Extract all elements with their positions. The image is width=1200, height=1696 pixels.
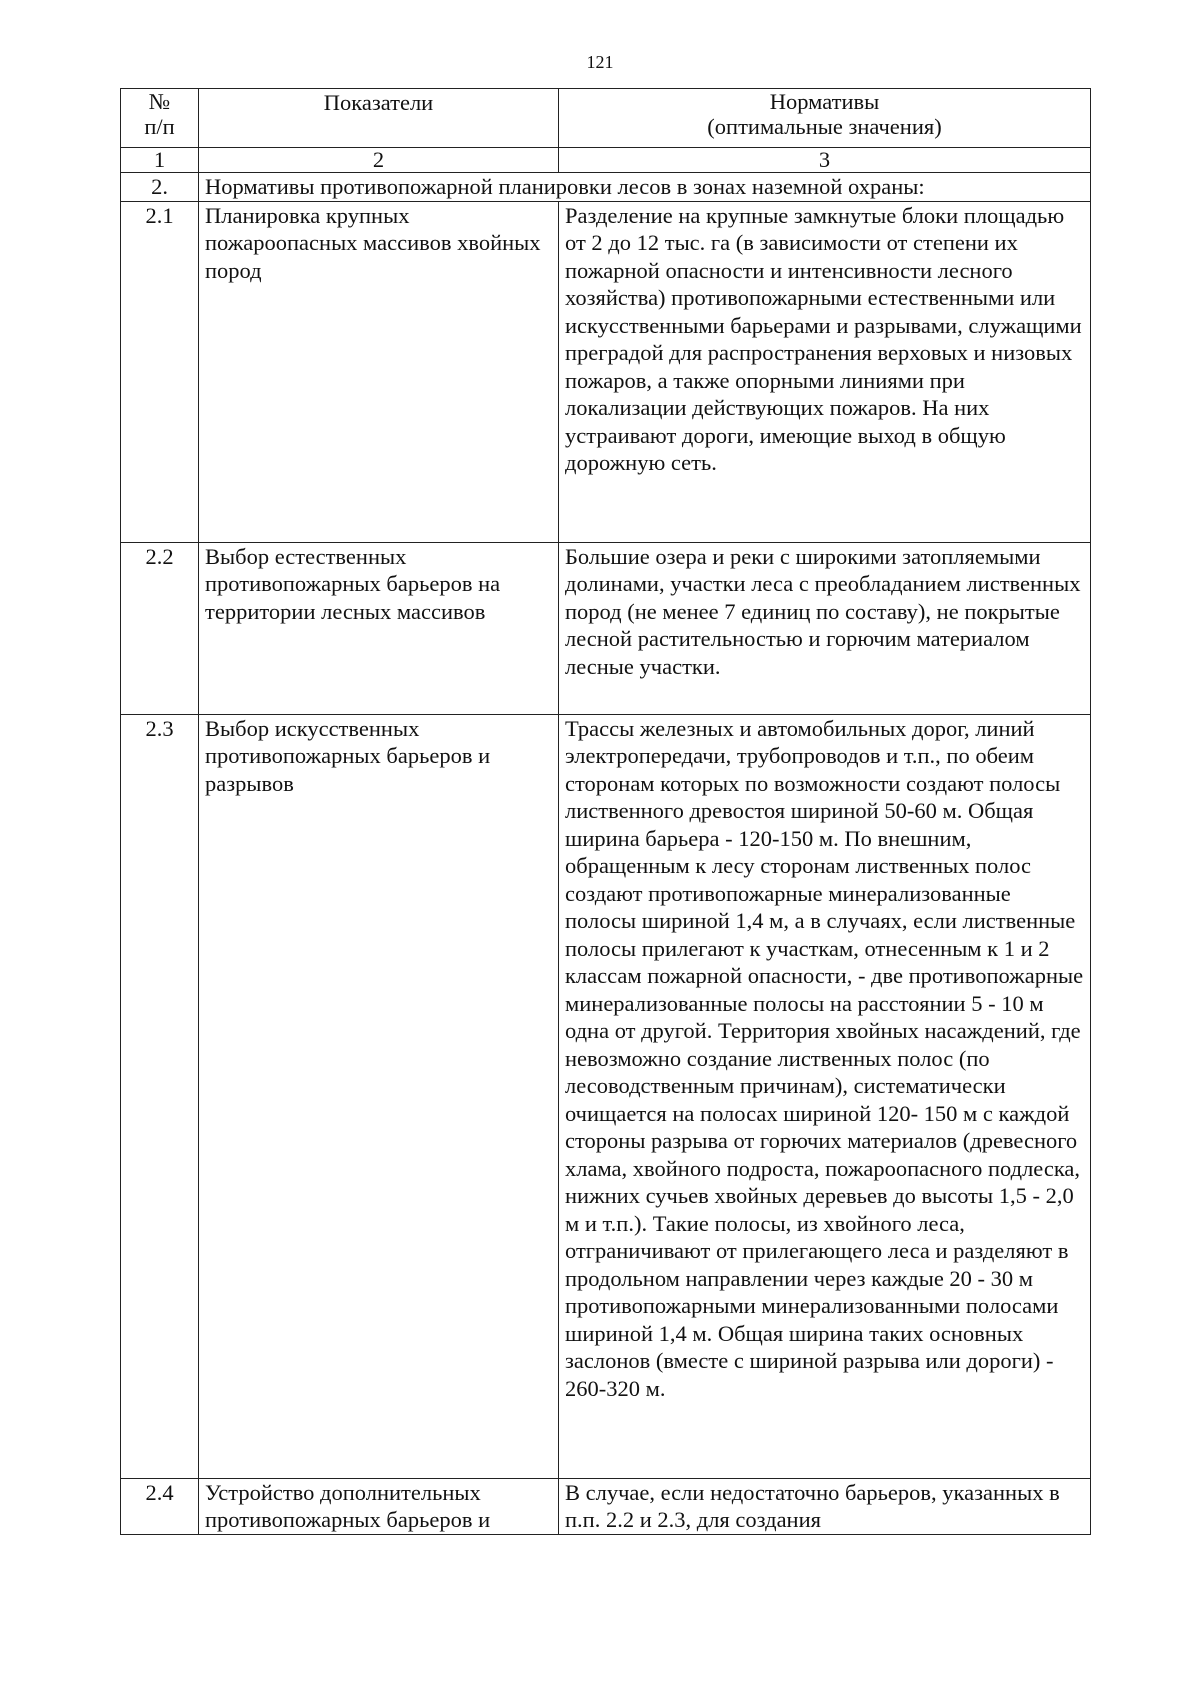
header-indicator: Показатели [199,89,559,148]
row-indicator: Выбор искусственных противопожарных барьеров и разрывов [199,714,559,1478]
header-norm: Нормативы (оптимальные значения) [559,89,1091,148]
row-norm: Трассы железных и автомобильных дорог, линий электропередачи, трубопроводов и т.п., по обеим сторонам которых по возможности создают полосы лиственного древостоя шириной 50-60 м. Общая ширина барьера - 120-150 м. По внешним, обращенным к лесу сторонам лиственных полос создают противопожарные минерализованные полосы шириной 1,4 м, а в случаях, если лиственные полосы прилегают к участкам, отнесенным к 1 и 2 классам пожарной опасности, - две противопожарные минерализованные полосы на расстоянии 5 - 10 м одна от другой. Территория хвойных насаждений, где невозможно создание лиственных полос (по лесоводственным причинам), систематически очищается на полосах шириной 120- 150 м с каждой стороны разрыва от горючих материалов (древесного хлама, хвойного подроста, пожароопасного подлеска, нижних сучьев хвойных деревьев до высоты 1,5 - 2,0 м и т.п.). Такие полосы, из хвойного леса, отграничивают от прилегающего леса и разделяют в продольном направлении через каждые 20 - 30 м противопожарными минерализованными полосами шириной 1,4 м. Общая ширина таких основных заслонов (вместе с шириной разрыва или дороги) - 260-320 м. [559,714,1091,1478]
table-row [121,714,1091,1478]
row-indicator: Выбор естественных противопожарных барьеров на территории лесных массивов [199,542,559,714]
column-numbers-row [121,148,1091,173]
row-norm: Разделение на крупные замкнутые блоки площадью от 2 до 12 тыс. га (в зависимости от степени их пожарной опасности и интенсивности лесного хозяйства) противопожарными естественными или искусственными барьерами и разрывами, служащими преградой для распространения верховых и низовых пожаров, а также опорными линиями при локализации действующих пожаров. На них устраивают дороги, имеющие выход в общую дорожную сеть. [559,201,1091,542]
row-indicator: Планировка крупных пожароопасных массивов хвойных пород [199,201,559,542]
table-header-row [121,89,1091,148]
row-norm: В случае, если недостаточно барьеров, указанных в п.п. 2.2 и 2.3, для создания [559,1478,1091,1534]
row-num: 2.3 [121,714,199,1478]
section-num: 2. [121,173,199,202]
table-row [121,542,1091,714]
column-number-1: 1 [121,148,199,173]
row-num: 2.2 [121,542,199,714]
column-number-3: 3 [559,148,1091,173]
table-row [121,1478,1091,1534]
norms-table [120,88,1091,1535]
table-row [121,201,1091,542]
row-num: 2.4 [121,1478,199,1534]
row-num: 2.1 [121,201,199,542]
column-number-2: 2 [199,148,559,173]
header-num: № п/п [121,89,199,148]
section-row [121,173,1091,202]
row-indicator: Устройство дополнительных противопожарных барьеров и [199,1478,559,1534]
row-norm: Большие озера и реки с широкими затопляемыми долинами, участки леса с преобладанием лиственных пород (не менее 7 единиц по составу), не покрытые лесной растительностью и горючим материалом лесные участки. [559,542,1091,714]
section-title: Нормативы противопожарной планировки лесов в зонах наземной охраны: [199,173,1091,202]
page-number: 121 [586,52,614,72]
